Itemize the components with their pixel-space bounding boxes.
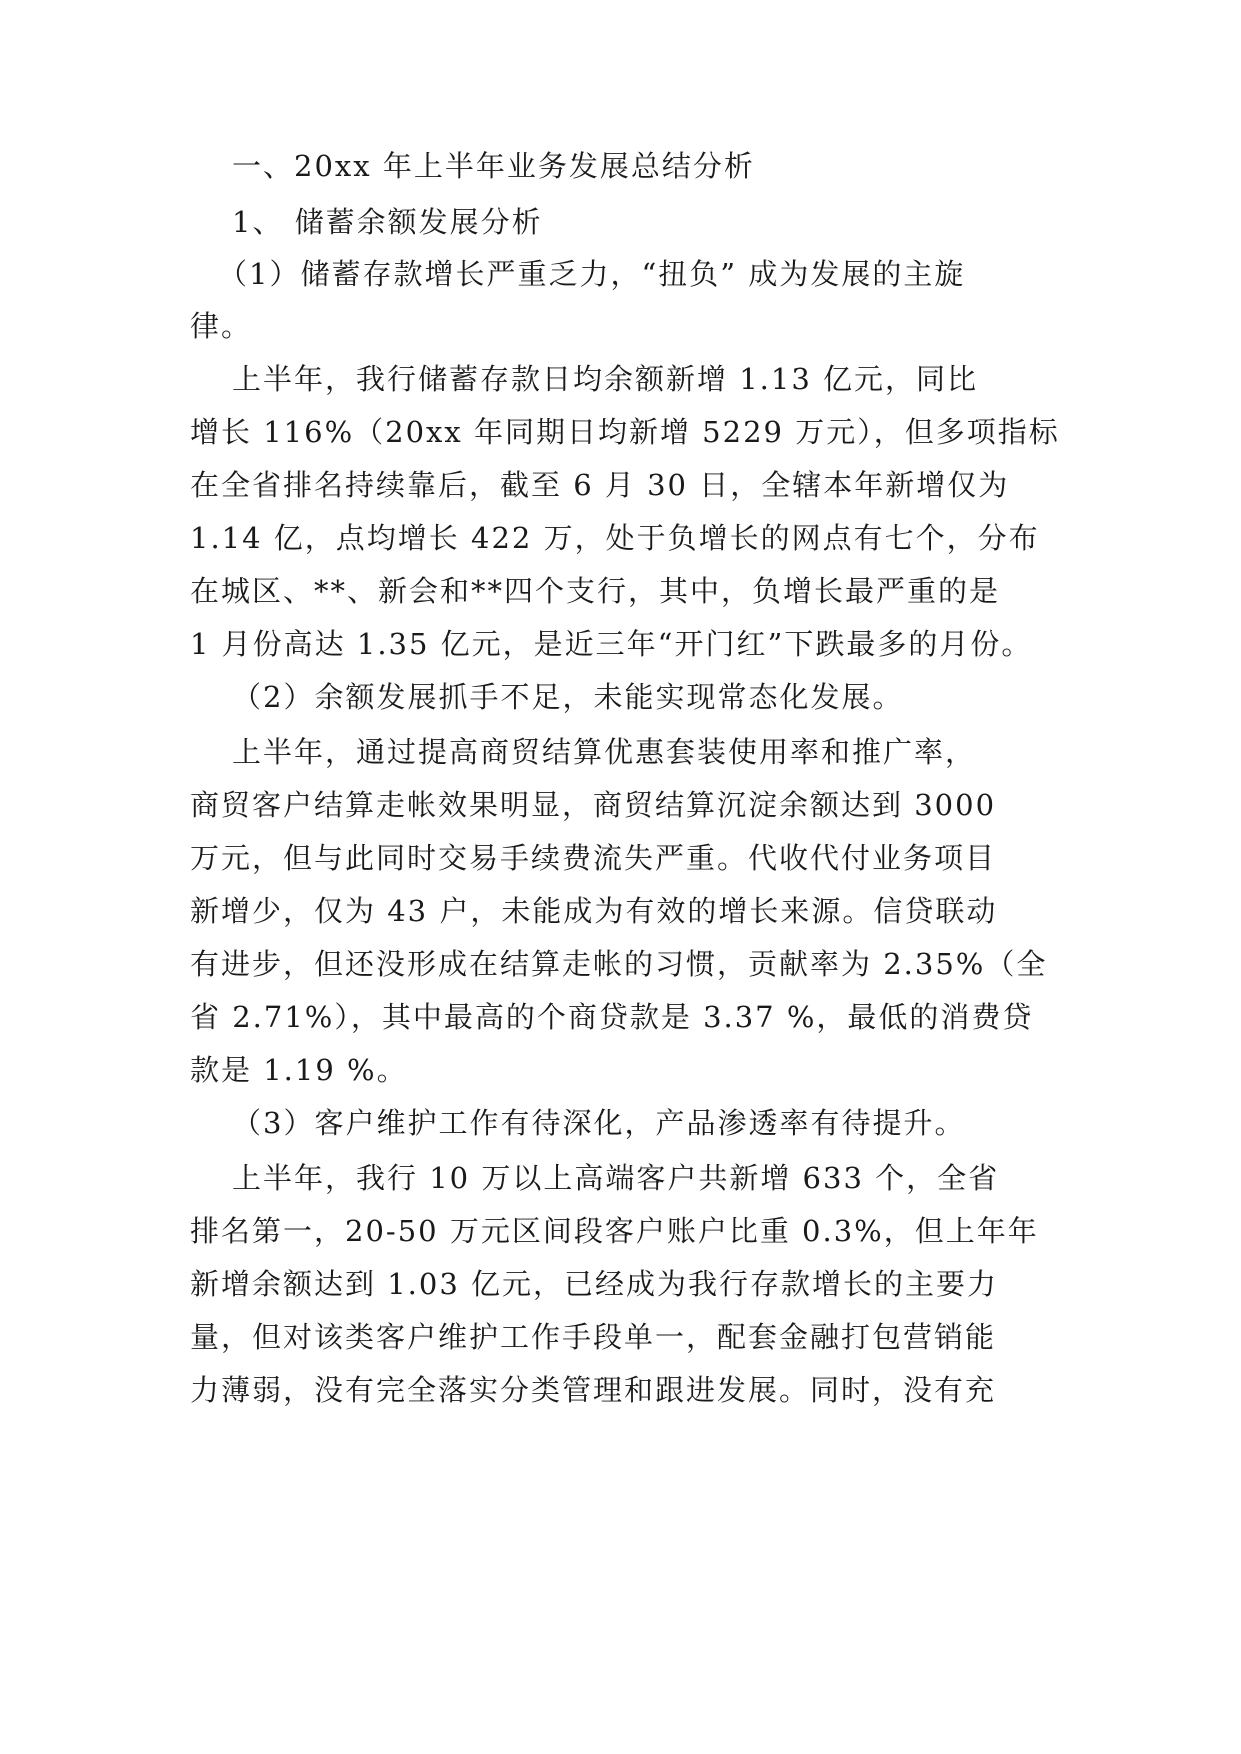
text-line: 上半年，通过提高商贸结算优惠套装使用率和推广率， xyxy=(232,735,977,769)
text-line: 律。 xyxy=(190,309,253,343)
text-line: 新增少，仅为 43 户，未能成为有效的增长来源。信贷联动 xyxy=(190,894,998,928)
text-line: 上半年，我行储蓄存款日均余额新增 1.13 亿元，同比 xyxy=(232,362,979,396)
text-line: 有进步，但还没形成在结算走帐的习惯，贡献率为 2.35%（全 xyxy=(190,947,1048,981)
text-line: 款是 1.19 %。 xyxy=(190,1053,408,1087)
text-line: 排名第一，20-50 万元区间段客户账户比重 0.3%，但上年年 xyxy=(190,1214,1039,1248)
text-line: 量，但对该类客户维护工作手段单一，配套金融打包营销能 xyxy=(190,1320,997,1354)
text-line: 1.14 亿，点均增长 422 万，处于负增长的网点有七个，分布 xyxy=(190,521,1040,555)
text-line: 在城区、**、新会和**四个支行，其中，负增长最严重的是 xyxy=(190,574,1001,608)
text-line: 力薄弱，没有完全落实分类管理和跟进发展。同时，没有充 xyxy=(190,1373,997,1407)
text-line: 1 月份高达 1.35 亿元，是近三年“开门红”下跌最多的月份。 xyxy=(190,627,1033,661)
text-line: 增长 116%（20xx 年同期日均新增 5229 万元），但多项指标 xyxy=(190,415,1060,449)
point-heading-2: （2）余额发展抓手不足，未能实现常态化发展。 xyxy=(232,680,904,714)
subsection-heading: 1、 储蓄余额发展分析 xyxy=(232,205,543,239)
text-line: 新增余额达到 1.03 亿元，已经成为我行存款增长的主要力 xyxy=(190,1267,999,1301)
point-heading-1: （1）储蓄存款增长严重乏力，“扭负” 成为发展的主旋 xyxy=(218,257,966,291)
text-line: 万元，但与此同时交易手续费流失严重。代收代付业务项目 xyxy=(190,841,997,875)
section-heading: 一、20xx 年上半年业务发展总结分析 xyxy=(232,149,755,183)
text-line: 省 2.71%），其中最高的个商贷款是 3.37 %，最低的消费贷 xyxy=(190,1000,1034,1034)
point-heading-3: （3）客户维护工作有待深化，产品渗透率有待提升。 xyxy=(232,1106,966,1140)
text-line: 在全省排名持续靠后，截至 6 月 30 日，全辖本年新增仅为 xyxy=(190,468,1010,502)
text-line: 上半年，我行 10 万以上高端客户共新增 633 个，全省 xyxy=(232,1161,1000,1195)
text-line: 商贸客户结算走帐效果明显，商贸结算沉淀余额达到 3000 xyxy=(190,788,997,822)
